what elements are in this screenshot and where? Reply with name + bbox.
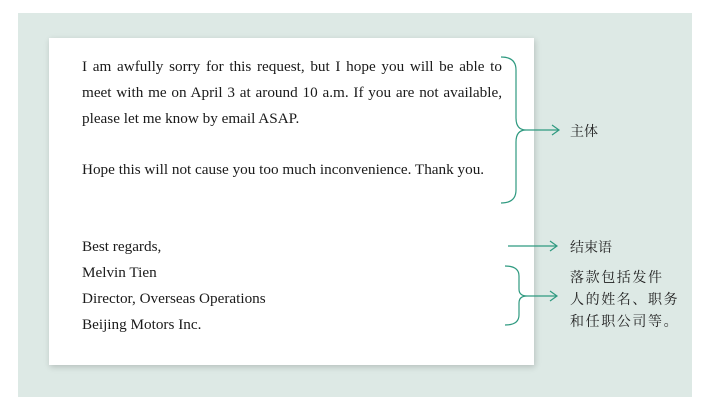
annotation-signature <box>570 267 679 333</box>
signer-title: Director, Overseas Operations <box>82 290 266 307</box>
annotation-closing: 结束语 <box>570 240 612 256</box>
annotation-body: 主体 <box>570 124 598 140</box>
letter-body-paragraph-2: Hope this will not cause you too much inconvenience. Thank you. <box>82 161 485 178</box>
annotation-signature-line-2: 人的姓名、职务 <box>570 292 680 308</box>
annotation-signature-line-3: 和任职公司等。 <box>570 314 680 330</box>
body-bracket <box>501 57 526 203</box>
complimentary-close: Best regards, <box>82 238 162 255</box>
signer-name: Melvin Tien <box>82 264 157 281</box>
signer-company: Beijing Motors Inc. <box>82 316 202 333</box>
annotation-signature-line-1: 落款包括发件 <box>570 270 664 286</box>
signature-bracket <box>505 266 527 325</box>
letter-body-paragraph-1: I am awfully sorry for this request, but I hope you will be able to meet with me on April 3 at around 10 a.m. If you are not available, please let me know by email ASAP. <box>82 58 502 127</box>
